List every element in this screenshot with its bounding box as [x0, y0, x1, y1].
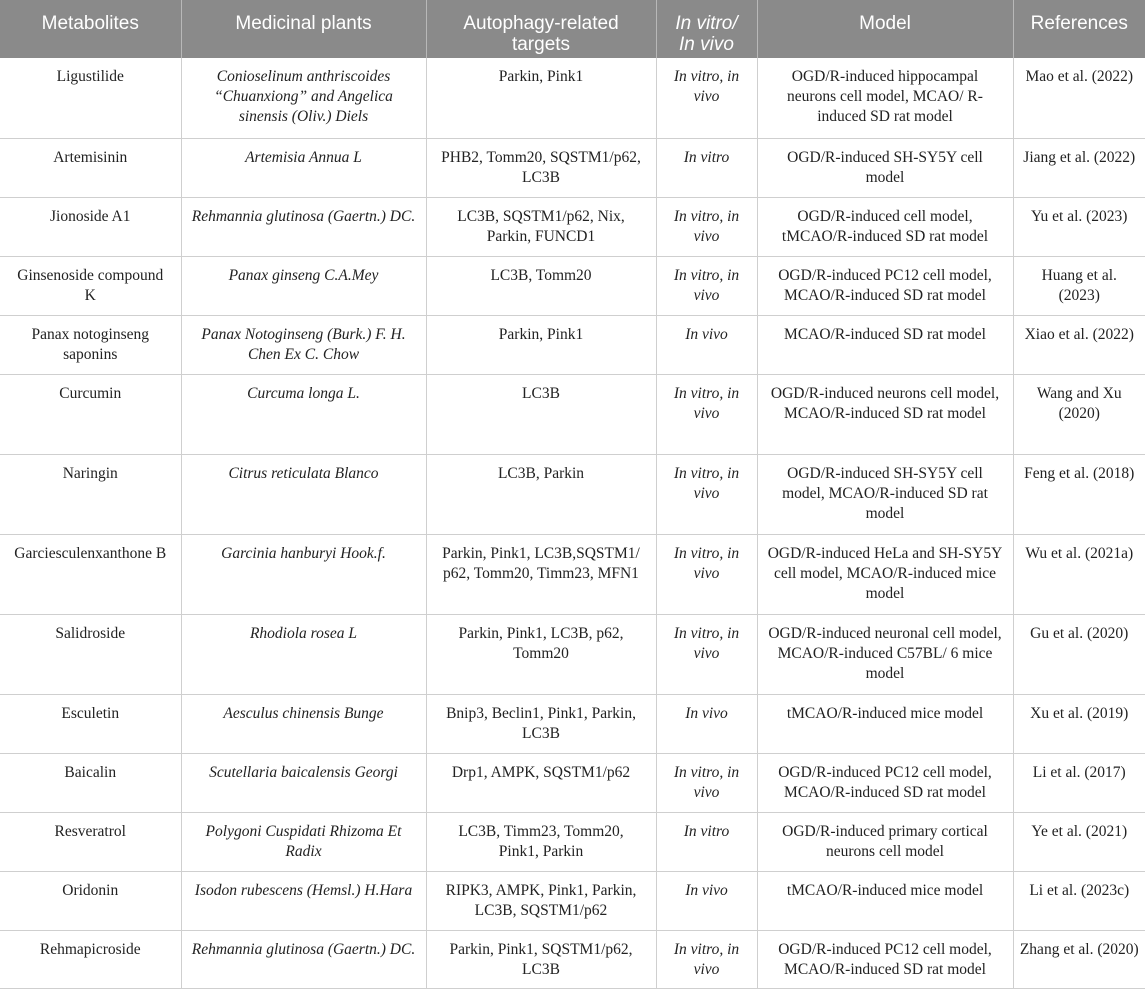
cell-vitro: In vitro [656, 138, 757, 197]
table-row [0, 58, 1145, 138]
header-row [0, 0, 1145, 58]
cell-targets: LC3B, Tomm20 [426, 256, 656, 315]
cell-reference: Feng et al. (2018) [1013, 454, 1145, 534]
cell-plant: Citrus reticulata Blanco [181, 454, 426, 534]
header-in-vitro-in-vivo [656, 0, 757, 58]
header-targets: Autophagy-related targets [426, 0, 656, 58]
cell-reference: Huang et al. (2023) [1013, 256, 1145, 315]
cell-plant: Rhodiola rosea L [181, 614, 426, 694]
cell-model: OGD/R-induced neurons cell model, MCAO/R-induced SD rat model [757, 374, 1013, 454]
cell-model: OGD/R-induced SH-SY5Y cell model [757, 138, 1013, 197]
cell-plant: Curcuma longa L. [181, 374, 426, 454]
cell-metabolite: Baicalin [0, 753, 181, 812]
table-row [0, 374, 1145, 454]
cell-model: OGD/R-induced PC12 cell model, MCAO/R-induced SD rat model [757, 256, 1013, 315]
cell-reference: Li et al. (2017) [1013, 753, 1145, 812]
cell-reference: Yu et al. (2023) [1013, 197, 1145, 256]
header-invitro-line2: In vivo [679, 34, 734, 55]
cell-plant: Polygoni Cuspidati Rhizoma Et Radix [181, 812, 426, 871]
header-medicinal-plants: Medicinal plants [181, 0, 426, 58]
cell-targets: RIPK3, AMPK, Pink1, Parkin, LC3B, SQSTM1/p62 [426, 871, 656, 930]
cell-model: OGD/R-induced HeLa and SH-SY5Y cell model, MCAO/R-induced mice model [757, 534, 1013, 614]
cell-targets: Parkin, Pink1, SQSTM1/p62, LC3B [426, 930, 656, 988]
cell-metabolite: Jionoside A1 [0, 197, 181, 256]
cell-plant: Aesculus chinensis Bunge [181, 694, 426, 753]
table-row [0, 138, 1145, 197]
cell-targets: Parkin, Pink1 [426, 58, 656, 138]
cell-metabolite: Salidroside [0, 614, 181, 694]
cell-model: OGD/R-induced PC12 cell model, MCAO/R-induced SD rat model [757, 930, 1013, 988]
cell-model: OGD/R-induced primary cortical neurons cell model [757, 812, 1013, 871]
cell-reference: Gu et al. (2020) [1013, 614, 1145, 694]
table-row [0, 256, 1145, 315]
cell-metabolite: Oridonin [0, 871, 181, 930]
header-metabolites: Metabolites [0, 0, 181, 58]
cell-metabolite: Garciesculenxanthone B [0, 534, 181, 614]
cell-model: OGD/R-induced SH-SY5Y cell model, MCAO/R-induced SD rat model [757, 454, 1013, 534]
table-row [0, 930, 1145, 988]
header-invitro-line1: In vitro/ [675, 13, 738, 34]
cell-vitro: In vitro, in vivo [656, 930, 757, 988]
cell-reference: Jiang et al. (2022) [1013, 138, 1145, 197]
table-row [0, 614, 1145, 694]
table-row [0, 753, 1145, 812]
table-row [0, 454, 1145, 534]
table-row [0, 197, 1145, 256]
cell-vitro: In vitro, in vivo [656, 534, 757, 614]
cell-plant: Garcinia hanburyi Hook.f. [181, 534, 426, 614]
cell-reference: Ye et al. (2021) [1013, 812, 1145, 871]
cell-vitro: In vitro, in vivo [656, 753, 757, 812]
cell-vitro: In vitro, in vivo [656, 256, 757, 315]
cell-vitro: In vivo [656, 694, 757, 753]
cell-plant: Panax ginseng C.A.Mey [181, 256, 426, 315]
cell-reference: Zhang et al. (2020) [1013, 930, 1145, 988]
cell-reference: Wu et al. (2021a) [1013, 534, 1145, 614]
cell-metabolite: Resveratrol [0, 812, 181, 871]
cell-metabolite: Ligustilide [0, 58, 181, 138]
cell-reference: Li et al. (2023c) [1013, 871, 1145, 930]
cell-targets: Parkin, Pink1, LC3B, p62, Tomm20 [426, 614, 656, 694]
cell-vitro: In vivo [656, 315, 757, 374]
table-row [0, 315, 1145, 374]
cell-reference: Xu et al. (2019) [1013, 694, 1145, 753]
cell-targets: Parkin, Pink1 [426, 315, 656, 374]
cell-plant: Panax Notoginseng (Burk.) F. H. Chen Ex C. Chow [181, 315, 426, 374]
cell-plant: Artemisia Annua L [181, 138, 426, 197]
cell-plant: Scutellaria baicalensis Georgi [181, 753, 426, 812]
table-row [0, 694, 1145, 753]
cell-metabolite: Rehmapicroside [0, 930, 181, 988]
cell-model: tMCAO/R-induced mice model [757, 871, 1013, 930]
table-row [0, 812, 1145, 871]
cell-vitro: In vitro, in vivo [656, 374, 757, 454]
cell-metabolite: Artemisinin [0, 138, 181, 197]
cell-targets: LC3B, SQSTM1/p62, Nix, Parkin, FUNCD1 [426, 197, 656, 256]
header-model: Model [757, 0, 1013, 58]
cell-model: tMCAO/R-induced mice model [757, 694, 1013, 753]
cell-model: OGD/R-induced PC12 cell model, MCAO/R-induced SD rat model [757, 753, 1013, 812]
cell-metabolite: Curcumin [0, 374, 181, 454]
cell-metabolite: Ginsenoside compound K [0, 256, 181, 315]
cell-plant: Rehmannia glutinosa (Gaertn.) DC. [181, 930, 426, 988]
cell-plant: Rehmannia glutinosa (Gaertn.) DC. [181, 197, 426, 256]
cell-targets: PHB2, Tomm20, SQSTM1/p62, LC3B [426, 138, 656, 197]
cell-metabolite: Esculetin [0, 694, 181, 753]
cell-vitro: In vivo [656, 871, 757, 930]
cell-vitro: In vitro, in vivo [656, 197, 757, 256]
cell-targets: LC3B, Parkin [426, 454, 656, 534]
cell-metabolite: Panax notoginseng saponins [0, 315, 181, 374]
cell-plant: Conioselinum anthriscoides “Chuanxiong” and Angelica sinensis (Oliv.) Diels [181, 58, 426, 138]
cell-reference: Xiao et al. (2022) [1013, 315, 1145, 374]
cell-model: OGD/R-induced cell model, tMCAO/R-induced SD rat model [757, 197, 1013, 256]
cell-vitro: In vitro [656, 812, 757, 871]
cell-targets: LC3B, Timm23, Tomm20, Pink1, Parkin [426, 812, 656, 871]
cell-model: OGD/R-induced hippocampal neurons cell model, MCAO/ R-induced SD rat model [757, 58, 1013, 138]
table-row [0, 534, 1145, 614]
cell-model: OGD/R-induced neuronal cell model, MCAO/R-induced C57BL/ 6 mice model [757, 614, 1013, 694]
cell-targets: LC3B [426, 374, 656, 454]
cell-plant: Isodon rubescens (Hemsl.) H.Hara [181, 871, 426, 930]
table-row [0, 871, 1145, 930]
cell-reference: Wang and Xu (2020) [1013, 374, 1145, 454]
cell-targets: Parkin, Pink1, LC3B,SQSTM1/ p62, Tomm20, Timm23, MFN1 [426, 534, 656, 614]
header-references: References [1013, 0, 1145, 58]
cell-targets: Bnip3, Beclin1, Pink1, Parkin, LC3B [426, 694, 656, 753]
cell-metabolite: Naringin [0, 454, 181, 534]
cell-reference: Mao et al. (2022) [1013, 58, 1145, 138]
cell-vitro: In vitro, in vivo [656, 58, 757, 138]
cell-vitro: In vitro, in vivo [656, 614, 757, 694]
cell-vitro: In vitro, in vivo [656, 454, 757, 534]
cell-model: MCAO/R-induced SD rat model [757, 315, 1013, 374]
cell-targets: Drp1, AMPK, SQSTM1/p62 [426, 753, 656, 812]
